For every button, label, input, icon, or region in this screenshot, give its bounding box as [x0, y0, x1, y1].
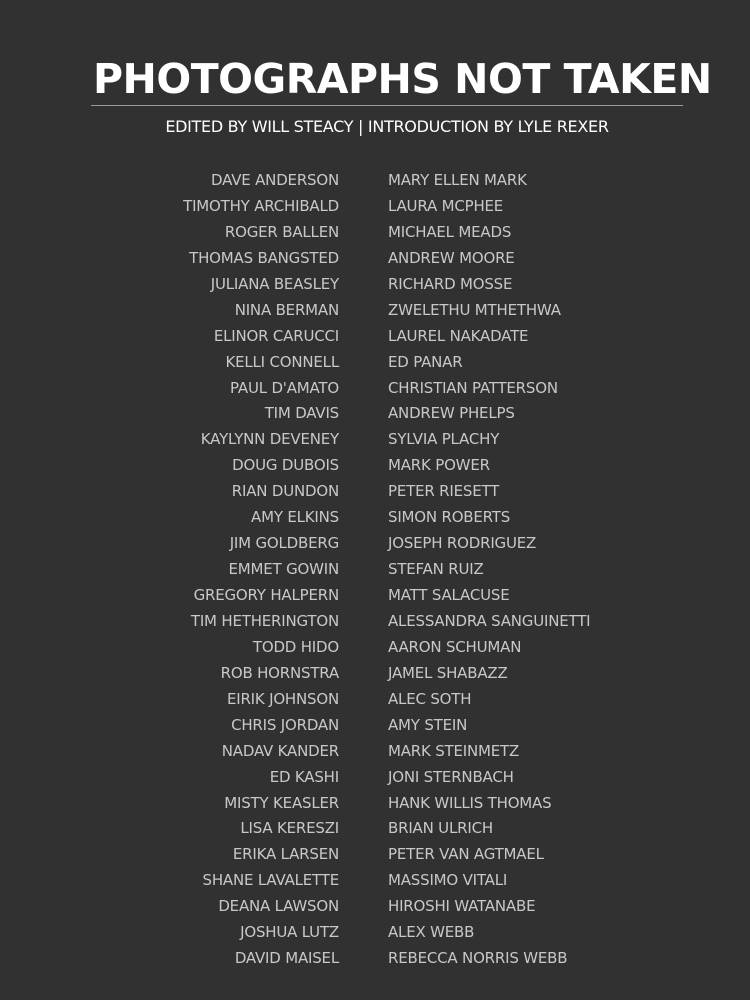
contributor-name: THOMAS BANGSTED [189, 248, 339, 267]
contributor-name: DAVE ANDERSON [211, 171, 339, 189]
contributor-name: KAYLYNN DEVENEY [200, 430, 339, 449]
contributor-name: JOSEPH RODRIGUEZ [388, 534, 537, 553]
contributor-name: ANDREW MOORE [388, 248, 515, 267]
contributor-name: ZWELETHU MTHETHWA [388, 300, 561, 319]
contributor-name: SHANE LAVALETTE [202, 871, 339, 890]
contributor-name: TIM DAVIS [264, 404, 339, 423]
contributor-name: ERIKA LARSEN [232, 845, 339, 864]
contributor-name: LISA KERESZI [240, 819, 339, 838]
contributor-name: CHRIS JORDAN [231, 715, 339, 734]
contributor-name: ALESSANDRA SANGUINETTI [388, 611, 591, 630]
contributor-name: EMMET GOWIN [228, 560, 339, 579]
contributor-name: JULIANA BEASLEY [210, 274, 339, 293]
contributor-name: MASSIMO VITALI [388, 871, 508, 890]
contributor-name: LAURA MCPHEE [388, 196, 504, 215]
contributor-name: EIRIK JOHNSON [226, 689, 339, 708]
contributors-right-column [388, 168, 688, 972]
contributor-name: JIM GOLDBERG [229, 534, 339, 553]
book-subtitle: EDITED BY WILL STEACY | INTRODUCTION BY LYLE REXER [165, 117, 609, 136]
contributor-name: DEANA LAWSON [218, 897, 339, 916]
contributor-name: TIMOTHY ARCHIBALD [183, 196, 339, 215]
contributor-name: NINA BERMAN [234, 300, 339, 319]
contributor-name: REBECCA NORRIS WEBB [388, 949, 568, 968]
contributor-name: MARK POWER [388, 456, 490, 475]
contributor-name: RICHARD MOSSE [388, 274, 513, 293]
book-title: PHOTOGRAPHS NOT TAKEN [93, 55, 712, 103]
contributor-name: AARON SCHUMAN [388, 637, 522, 656]
contributor-name: JOSHUA LUTZ [240, 923, 339, 942]
contributor-name: ROGER BALLEN [224, 222, 339, 241]
contributor-name: KELLI CONNELL [225, 352, 339, 371]
contributor-name: AMY STEIN [388, 715, 468, 734]
contributor-name: MARK STEINMETZ [388, 741, 520, 760]
contributor-name: PETER RIESETT [388, 482, 500, 501]
contributor-name: JONI STERNBACH [388, 767, 514, 786]
contributor-name: MARY ELLEN MARK [388, 171, 527, 189]
contributor-name: RIAN DUNDON [231, 482, 339, 501]
title-divider [91, 105, 683, 106]
contributor-name: AMY ELKINS [251, 508, 339, 527]
contributor-name: ED PANAR [388, 352, 463, 371]
contributor-name: MISTY KEASLER [224, 793, 339, 812]
contributor-name: STEFAN RUIZ [388, 560, 484, 579]
contributor-name: GREGORY HALPERN [193, 586, 339, 604]
contributor-name: SIMON ROBERTS [388, 508, 511, 527]
contributor-name: SYLVIA PLACHY [388, 430, 500, 449]
contributor-name: ED KASHI [269, 767, 339, 786]
contributor-name: TIM HETHERINGTON [190, 611, 339, 630]
contributor-name: PAUL D'AMATO [230, 378, 339, 397]
contributor-name: JAMEL SHABAZZ [388, 663, 508, 682]
contributor-name: LAUREL NAKADATE [388, 326, 529, 345]
contributor-name: ALEC SOTH [388, 689, 472, 708]
contributor-name: ALEX WEBB [388, 923, 475, 942]
contributor-name: MATT SALACUSE [388, 586, 510, 604]
contributor-name: ROB HORNSTRA [220, 663, 339, 682]
contributor-name: NADAV KANDER [221, 741, 339, 760]
contributor-name: DAVID MAISEL [234, 949, 339, 968]
contributor-name: ELINOR CARUCCI [213, 326, 339, 345]
contributor-name: TODD HIDO [252, 637, 339, 656]
contributor-name: DOUG DUBOIS [232, 456, 339, 475]
contributor-name: MICHAEL MEADS [388, 222, 512, 241]
contributor-name: ANDREW PHELPS [388, 404, 515, 423]
contributor-name: PETER VAN AGTMAEL [388, 845, 544, 864]
contributors-left-column [99, 168, 339, 972]
contributor-name: BRIAN ULRICH [388, 819, 493, 838]
contributor-name: CHRISTIAN PATTERSON [388, 378, 558, 397]
contributor-name: HANK WILLIS THOMAS [388, 793, 552, 812]
contributor-name: HIROSHI WATANABE [388, 897, 536, 916]
